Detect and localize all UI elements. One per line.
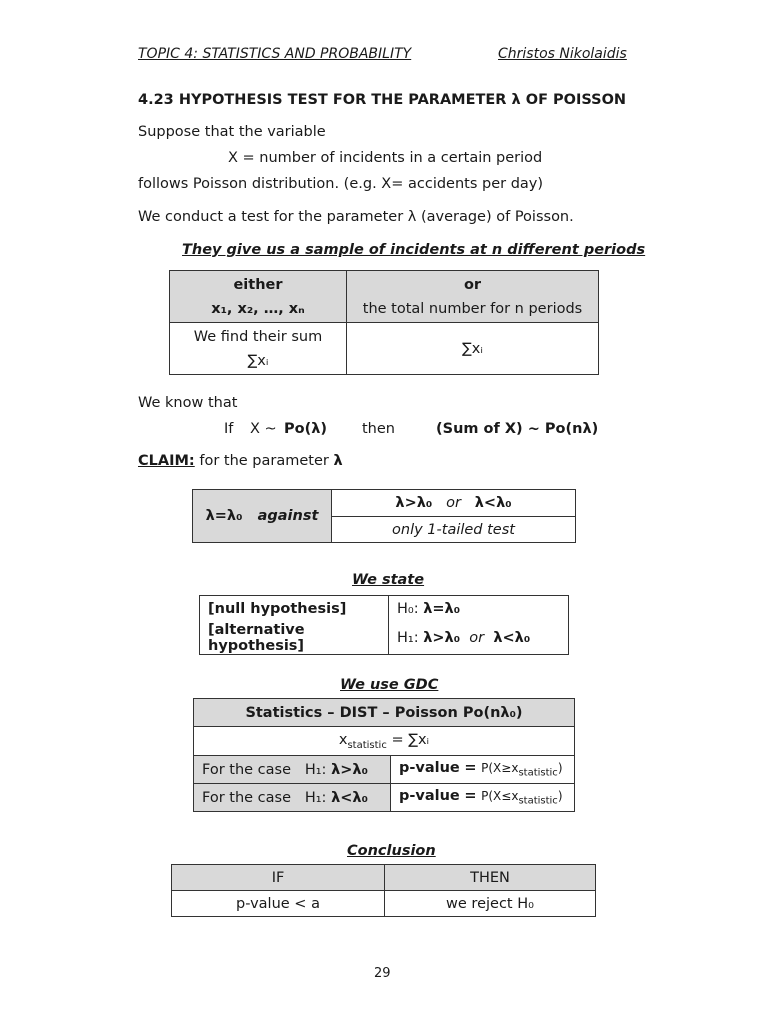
h0-cell — [389, 596, 569, 622]
conclusion-result: we reject H₀ — [385, 891, 596, 917]
claim-null-cell — [193, 490, 332, 543]
conclusion-if-header: IF — [172, 865, 385, 891]
sum-cell-2 — [347, 323, 599, 375]
sample-either-cell — [170, 271, 347, 323]
h1-label: H₁: — [397, 629, 419, 646]
sum-cell-1 — [170, 323, 347, 375]
case-h1-1: H₁: — [304, 761, 327, 778]
gdc-table — [193, 698, 575, 812]
sample-list: x₁, x₂, …, xₙ — [211, 300, 305, 317]
claim-label: CLAIM: — [138, 453, 195, 469]
xstat-x: x — [338, 731, 348, 748]
claim-table — [192, 489, 576, 543]
header-author: Christos Nikolaidis — [498, 46, 627, 62]
h1-cell — [389, 622, 569, 655]
case-lt: λ<λ₀ — [331, 789, 368, 806]
h1-alt-b: λ<λ₀ — [493, 629, 531, 646]
sample-title: They give us a sample of incidents at n different periods — [182, 242, 646, 258]
pval-label-2: p-value — [399, 788, 460, 805]
h1-or: or — [469, 629, 485, 646]
case-label-2: For the case — [202, 789, 292, 806]
find-sum-text: We find their sum — [193, 328, 323, 345]
claim-text: for the parameter — [199, 453, 329, 469]
pval-eq-2: = — [464, 788, 477, 805]
header-topic: TOPIC 4: STATISTICS AND PROBABILITY — [138, 46, 412, 62]
case-gt: λ>λ₀ — [331, 761, 368, 778]
state-table — [199, 595, 569, 655]
p-gt-close: ) — [557, 761, 563, 776]
know-line: We know that — [138, 395, 238, 411]
claim-or: or — [446, 495, 461, 511]
claim-left: λ=λ₀ — [205, 508, 243, 524]
claim-lambda: λ — [333, 453, 343, 469]
sum-symbol-2: ∑xᵢ — [462, 340, 483, 357]
pval-eq-1: = — [464, 760, 477, 777]
p-lt-close: ) — [557, 789, 563, 804]
total-text: the total number for n periods — [362, 300, 583, 317]
either-label: either — [233, 276, 283, 293]
know-dist: X ~ — [250, 421, 277, 437]
case-lt-cell — [194, 784, 391, 812]
pval-label-1: p-value — [399, 760, 460, 777]
gdc-title: We use GDC — [340, 677, 439, 693]
conclusion-table — [171, 864, 596, 917]
p-gt-sub: statistic — [518, 767, 558, 779]
case-label-1: For the case — [202, 761, 292, 778]
state-title: We state — [352, 572, 425, 588]
alt-hyp-label: [alternative hypothesis] — [200, 622, 389, 655]
claim-alt-2: λ<λ₀ — [474, 495, 512, 511]
pval-lt-cell — [391, 784, 575, 812]
p-gt-open: P(X≥x — [481, 761, 519, 776]
sum-symbol-1: ∑xᵢ — [247, 352, 269, 369]
p-lt-open: P(X≤x — [481, 789, 519, 804]
conclusion-then-header: THEN — [385, 865, 596, 891]
pval-lt-expr — [481, 789, 563, 807]
sample-table — [169, 270, 599, 375]
know-if: If — [224, 421, 234, 437]
know-then: then — [362, 421, 395, 437]
claim-against: against — [257, 508, 319, 524]
pval-gt-cell — [391, 756, 575, 784]
claim-line — [138, 453, 343, 469]
intro-line-4: We conduct a test for the parameter λ (average) of Poisson. — [138, 209, 574, 225]
intro-line-2: X = number of incidents in a certain period — [228, 150, 543, 166]
know-po: Po(λ) — [284, 421, 328, 437]
p-lt-sub: statistic — [518, 795, 558, 807]
xstat-cell — [194, 727, 575, 756]
case-h1-2: H₁: — [304, 789, 327, 806]
gdc-header: Statistics – DIST – Poisson Po(nλ₀) — [194, 699, 575, 727]
claim-alt-1: λ>λ₀ — [395, 495, 433, 511]
xstat-sub: statistic — [347, 739, 387, 751]
conclusion-title: Conclusion — [347, 843, 436, 859]
null-hyp-label: [null hypothesis] — [200, 596, 389, 622]
pval-gt-expr — [481, 761, 563, 779]
conclusion-condition: p-value < a — [172, 891, 385, 917]
or-label: or — [463, 276, 482, 293]
claim-alt-cell — [332, 490, 576, 517]
intro-line-3: follows Poisson distribution. (e.g. X= accidents per day) — [138, 176, 544, 192]
know-sum: (Sum of X) ~ Po(nλ) — [436, 421, 599, 437]
xstat-eq: = ∑xᵢ — [391, 731, 430, 748]
h1-alt-a: λ>λ₀ — [423, 629, 461, 646]
intro-line-1: Suppose that the variable — [138, 124, 326, 140]
section-title: 4.23 HYPOTHESIS TEST FOR THE PARAMETER λ OF POISSON — [138, 92, 627, 108]
h0-value: λ=λ₀ — [423, 600, 461, 617]
case-gt-cell — [194, 756, 391, 784]
h0-label: H₀: — [397, 600, 419, 617]
page-number: 29 — [374, 966, 391, 981]
claim-note: only 1-tailed test — [332, 517, 576, 543]
sample-or-cell — [347, 271, 599, 323]
